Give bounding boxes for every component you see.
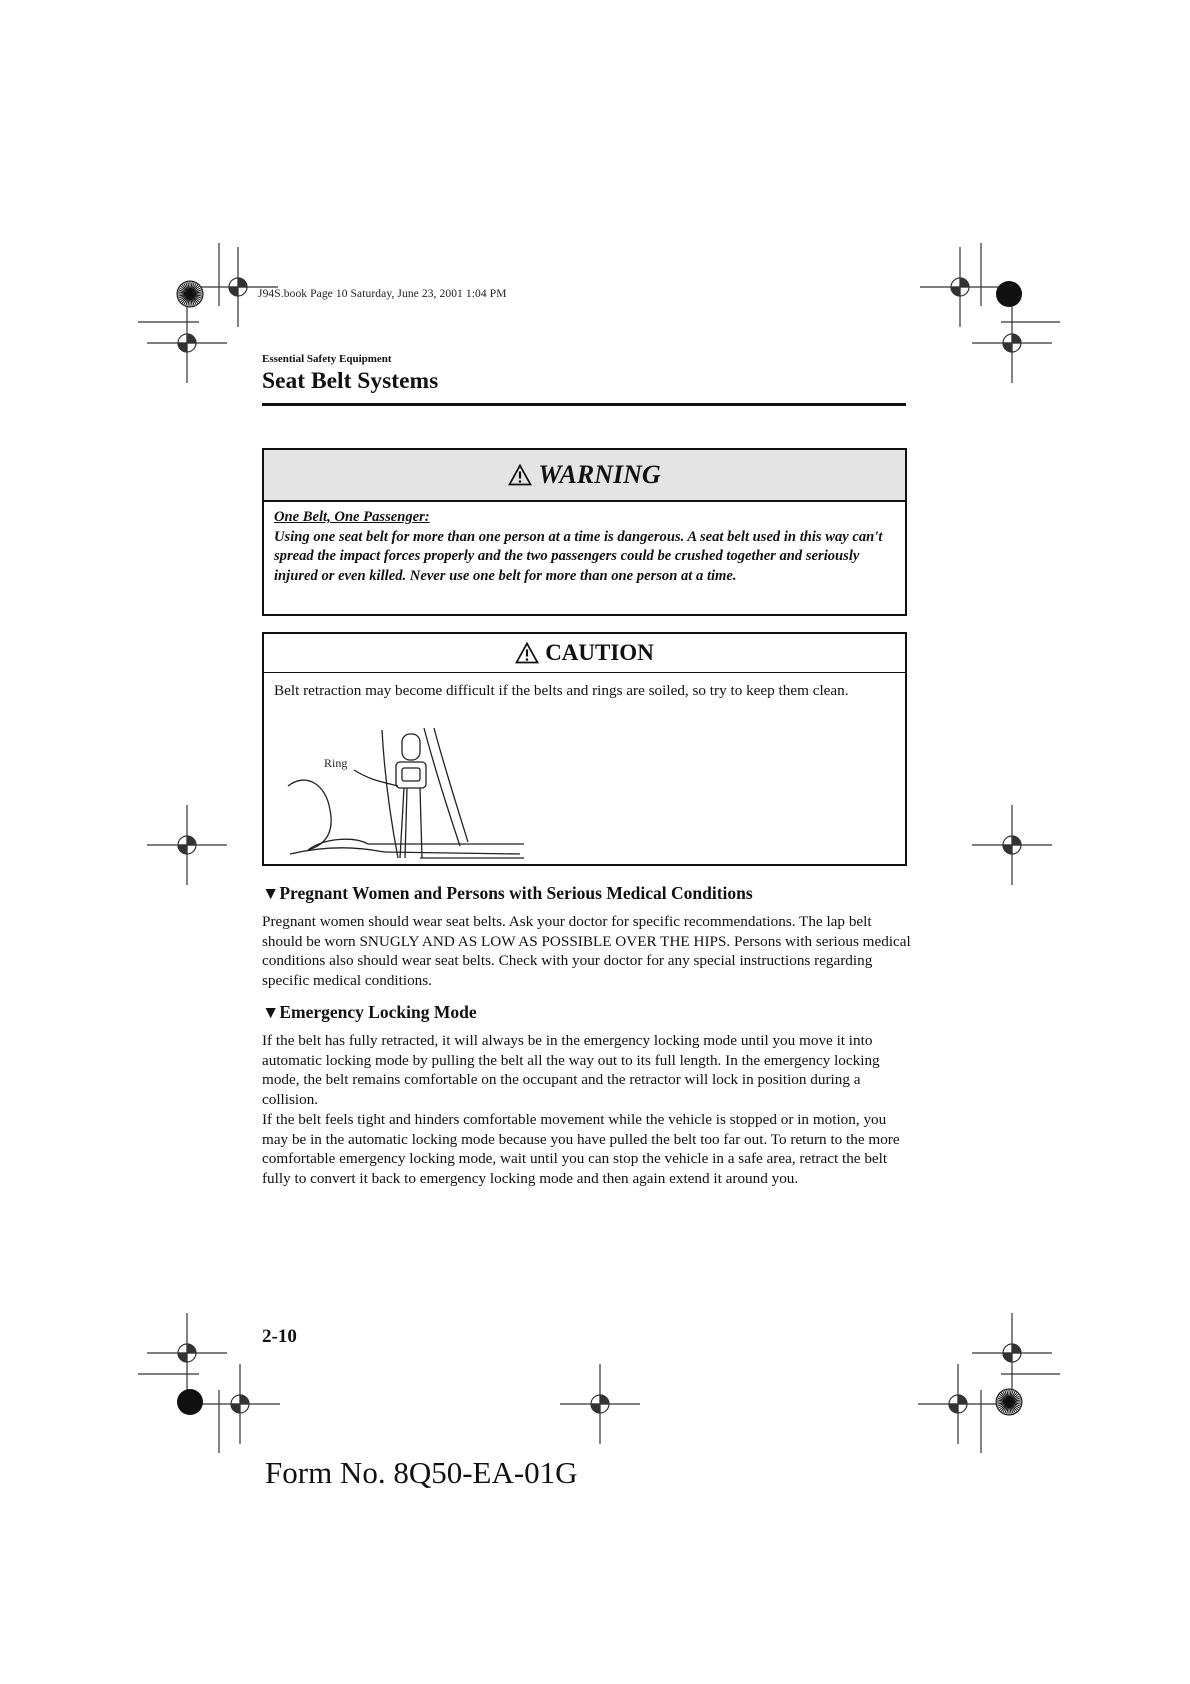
registration-crosshair (147, 1313, 227, 1393)
caution-heading: CAUTION (545, 640, 654, 665)
registration-crosshair (972, 303, 1052, 383)
registration-starburst (177, 281, 203, 307)
warning-header (264, 450, 905, 502)
registration-crosshair (920, 247, 1000, 327)
section-text-pregnant (262, 912, 912, 991)
warning-triangle-icon (508, 464, 532, 486)
caution-box (262, 632, 907, 866)
registration-crosshair (972, 1313, 1052, 1393)
registration-crosshair (200, 1364, 280, 1444)
paragraph: If the belt has fully retracted, it will always be in the emergency locking mode until you move it into automatic locking mode by pulling the belt all the way out to its full length. In the emergency locking mode, the belt remains comfortable on the occupant and the retractor will lock in position during a collision. (262, 1032, 880, 1109)
warning-text: Using one seat belt for more than one person at a time is dangerous. A seat belt used in this way can't spread the impact forces properly and the two passengers could be crushed together and seriously injured or even killed. Never use one belt for more than one person at a time. (274, 528, 883, 584)
seatbelt-ring-illustration (284, 726, 544, 860)
title-rule (262, 403, 906, 406)
warning-subheading: One Belt, One Passenger: (274, 509, 430, 525)
registration-crosshair (972, 805, 1052, 885)
registration-crosshair (918, 1364, 998, 1444)
caution-text: Belt retraction may become difficult if the belts and rings are soiled, so try to keep them clean. (274, 682, 849, 699)
page-number: 2-10 (262, 1326, 297, 1347)
paragraph: If the belt feels tight and hinders comfortable movement while the vehicle is stopped or in motion, you may be in the automatic locking mode because you have pulled the belt too far out. To return to the more comfortable emergency locking mode, wait until you can stop the vehicle in a safe area, retract the belt fully to convert it back to emergency locking mode and then again extend it around you. (262, 1110, 900, 1187)
registration-crosshair (147, 303, 227, 383)
registration-starburst (996, 1389, 1022, 1415)
registration-crosshair (147, 805, 227, 885)
registration-crosshair (560, 1364, 640, 1444)
caution-header (264, 634, 905, 673)
section-heading-pregnant: ▼Pregnant Women and Persons with Serious Medical Conditions (262, 883, 753, 903)
ring-label: Ring (324, 756, 348, 770)
file-slug: J94S.book Page 10 Saturday, June 23, 2001 1:04 PM (258, 288, 507, 300)
warning-heading: WARNING (538, 460, 661, 489)
section-text-emergency-locking (262, 1031, 912, 1189)
registration-crosshair (198, 247, 278, 327)
warning-box (262, 448, 907, 616)
paragraph: Pregnant women should wear seat belts. Ask your doctor for specific recommendations. The lap belt should be worn SNUGLY AND AS LOW AS POSSIBLE OVER THE HIPS. Persons with serious medical conditions also should wear seat belts. Check with your doctor for any special instructions regarding specific medical conditions. (262, 913, 911, 990)
section-heading-emergency-locking: ▼Emergency Locking Mode (262, 1002, 477, 1022)
page-title: Seat Belt Systems (262, 368, 439, 394)
section-label: Essential Safety Equipment (262, 353, 392, 365)
warning-body (264, 502, 905, 586)
caution-triangle-icon (515, 642, 539, 664)
form-number: Form No. 8Q50-EA-01G (265, 1455, 578, 1490)
